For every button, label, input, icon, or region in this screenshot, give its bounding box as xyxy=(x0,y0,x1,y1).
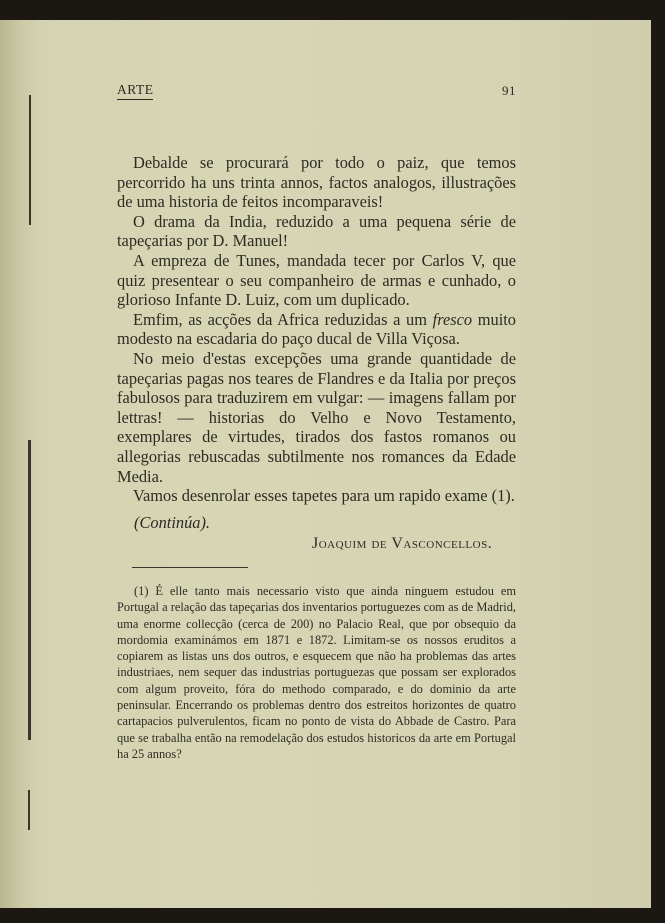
paragraph: O drama da India, reduzido a uma pequena série de tapeçarias por D. Manuel! xyxy=(117,211,516,251)
author-signature: Joaquim de Vasconcellos. xyxy=(312,535,493,552)
paragraph: Vamos desenrolar esses tapetes para um rapido exame (1). xyxy=(133,486,515,506)
body-text xyxy=(117,153,516,506)
paragraph-text: Emfim, as acções da Africa reduzidas a um xyxy=(133,309,433,329)
binding-mark xyxy=(29,95,31,225)
section-title: ARTE xyxy=(117,82,153,100)
binding-mark xyxy=(28,790,30,830)
paragraph xyxy=(117,310,516,349)
footnote-text: (1) É elle tanto mais necessario visto que ainda ninguem estudou em Portugal a relação das tapeçarias dos inventarios portuguezes com as de Madrid, uma enorme collecção (cerca de 200) no Palacio Real, que por obsequio da mordomia examinámos em 1871 e 1872. Limitam-se os nossos eruditos a copiarem as listas uns dos outros, e esquecem que não ha problemas das artes industriaes, nem sequer das industrias portuguezas que possam ser explorados com algum proveito, fóra do methodo comparado, e do dominio da arte peninsular. Encerrando os problemas dentro dos estreitos horizontes de quatro cartapacios pulverulentos, ficam no ponto de vista do Abbade de Castro. Para que se trabalha então na remodelação dos estudos historicos da arte em Portugal ha 25 annos? xyxy=(117,584,516,761)
paragraph: A empreza de Tunes, mandada tecer por Carlos V, que quiz presentear o seu companheiro de armas e cunhado, o glorioso Infante D. Luiz, com um duplicado. xyxy=(117,250,516,310)
page-number: 91 xyxy=(502,83,516,98)
page-gutter xyxy=(0,20,40,908)
paragraph: Debalde se procurará por todo o paiz, que temos percorrido ha uns trinta annos, factos analogos, illustrações de uma historia de feitos incomparaveis! xyxy=(117,153,516,212)
paragraph-text: muito modesto na escadaria do paço ducal de Villa Viçosa. xyxy=(117,309,516,349)
binding-mark xyxy=(28,440,31,740)
paragraph: No meio d'estas excepções uma grande quantidade de tapeçarias pagas nos teares de Flandres e da Italia por preços fabulosos para traduzirem em vulgar: — imagens fallam por lettras! — historias do Velho e Novo Testamento, exemplares de virtudes, tirados dos fastos romanos ou allegorias rebuscadas subtilmente nos romances da Edade Media. xyxy=(117,348,516,486)
footnote-divider xyxy=(132,567,248,568)
italic-word: fresco xyxy=(432,309,473,329)
footnote xyxy=(117,583,516,762)
continued-note: (Continúa). xyxy=(134,513,211,532)
